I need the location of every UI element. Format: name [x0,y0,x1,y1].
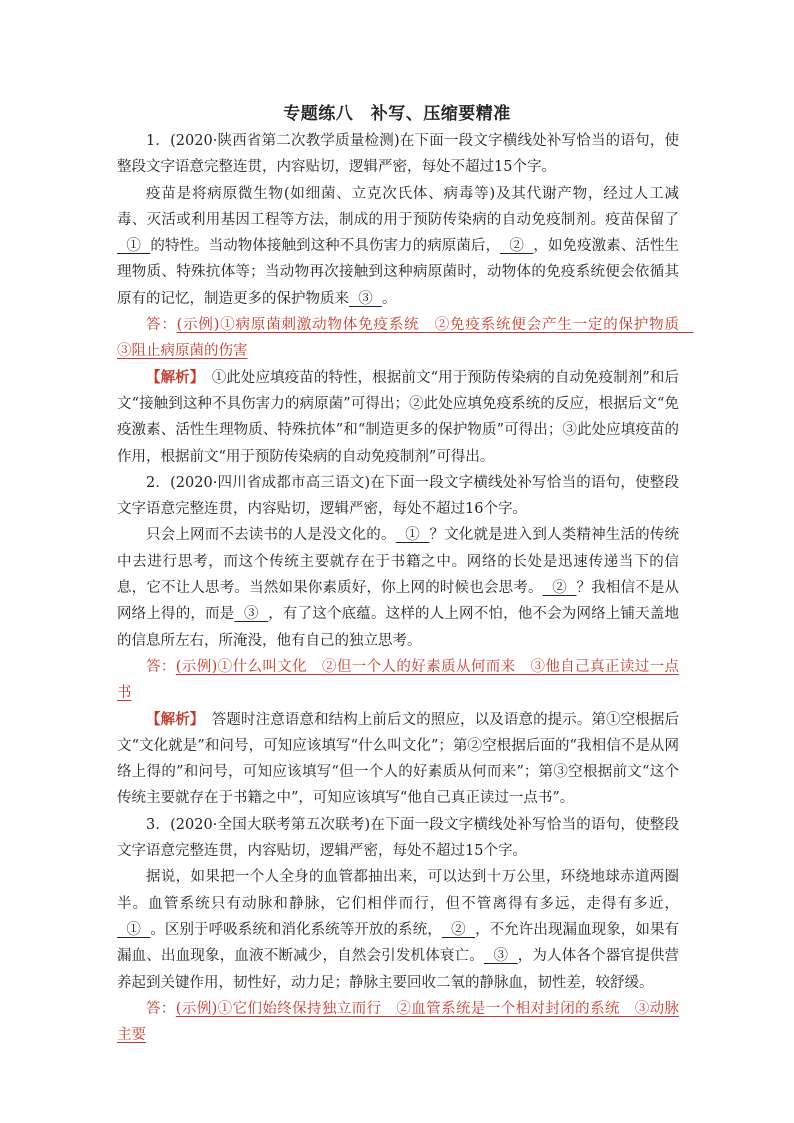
question-3-passage [117,864,679,995]
question-2-analysis [117,707,679,812]
blank-3: ③ [234,606,269,623]
passage-text: 。区别于呼吸系统和消化系统等开放的系统， [150,921,442,938]
passage-text: ，如免疫激素、活性生理物质、特殊抗体等；当动物再次接触到这种病原菌时，动物体的免疫系统便会依循其原有的记忆，制造更多的保护物质来 [117,238,680,307]
analysis-text: ①此处应填疫苗的特性，根据前文“用于预防传染病的自动免疫制剂”和后文“接触到这种不具伤害力的病原菌”可得出；②此处应填免疫系统的反应，根据后文“免疫激素、活性生理物质、特殊抗体”和“制造更多的保护物质”可得出；③此处应填疫苗的作用，根据前文“用于预防传染病的自动免疫制剂”可得出。 [117,369,680,465]
passage-text: ，不允许出现漏血现象，如果有漏血、出血现象，血液不断减少，自然会引发机体衰亡。 [117,921,680,965]
blank-1: ① [117,238,151,255]
passage-text: ，有了这个底蕴。这样的人上网不怕，他不会为网络上铺天盖地的信息所左右，所淹没，他有自己的独立思考。 [117,606,680,649]
blank-2: ② [441,921,476,938]
passage-text: ？我相信不是从网络上得的，而是 [117,580,680,623]
question-1-passage [117,181,679,312]
passage-text: 疫苗是将病原微生物(如细菌、立克次氏体、病毒等)及其代谢产物，经过人工减毒、灭活或利用基因工程等方法，制成的用于预防传染病的自动免疫制剂。疫苗保留了 [117,185,679,228]
answer-text: (示例)①病原菌刺激动物体免疫系统 ②免疫系统便会产生一定的保护物质 ③阻止病原菌的伤害 [117,317,694,360]
blank-1: ① [117,921,151,938]
page-title: 专题练八 补写、压缩要精准 [283,104,511,124]
passage-text: ？文化就是进入到人类精神生活的传统中去进行思考，而这个传统主要就存在于书籍之中。网络的长处是迅速传递当下的信息，它不让人思考。当然如果你素质好，你上网的时候也会思考。 [117,527,680,597]
analysis-label: 【解析】 [146,368,198,386]
answer-text: (示例)①什么叫文化 ②但一个人的好素质从何而来 ③他自己真正读过一点书 [117,658,680,702]
blank-1: ① [395,527,430,544]
blank-2: ② [500,238,534,255]
question-1-analysis [117,365,679,470]
question-2-passage [117,522,679,653]
analysis-label: 【解析】 [146,710,198,728]
passage-text: 据说，如果把一个人全身的血管都抽出来，可以达到十万公里，环绕地球赤道两圈半。血管系统只有动脉和静脉，它们相伴而行，但不管离得有多远，走得有多近， [117,869,679,912]
analysis-text: 答题时注意语意和结构上前后文的照应，以及语意的提示。第①空根据后文“文化就是”和问号，可知应该填写“什么叫文化”；第②空根据后面的“我相信不是从网络上得的”和问号，可知应该填写“但一个人的好素质从何而来”；第③空根据前文“这个传统主要就存在于书籍之中”，可知应该填写“他自己真正读过一点书”。 [117,711,680,807]
passage-text: 只会上网而不去读书的人是没文化的。 [146,527,396,544]
passage-text: ，为人体各个器官提供营养起到关键作用，韧性好，动力足；静脉主要回收二氧的静脉血，韧性差，较舒缓。 [117,948,680,991]
answer-label: 答： [146,1000,176,1017]
document-body [117,128,694,1048]
question-3-stem: 3．(2020·全国大联考第五次联考)在下面一段文字横线处补写恰当的语句，使整段文字语意完整连贯，内容贴切，逻辑严密，每处不超过15个字。 [117,816,679,860]
answer-label: 答： [146,658,176,675]
question-1-answer [117,312,694,365]
blank-2: ② [542,580,577,597]
answer-label: 答： [146,317,177,334]
passage-text: 。 [381,290,397,307]
blank-3: ③ [349,290,382,307]
question-3-answer [117,996,679,1049]
passage-text: 的特性。当动物体接触到这种不具伤害力的病原菌后， [150,238,501,255]
question-2-stem: 2．(2020·四川省成都市高三语文)在下面一段文字横线处补写恰当的语句，使整段文字语意完整连贯，内容贴切，逻辑严密，每处不超过16个字。 [117,474,679,518]
question-2-answer [117,654,679,707]
blank-3: ③ [483,948,518,965]
question-1-stem: 1．(2020·陕西省第二次教学质量检测)在下面一段文字横线处补写恰当的语句，使整段文字语意完整连贯，内容贴切，逻辑严密，每处不超过15个字。 [117,133,679,176]
answer-text: (示例)①它们始终保持独立而行 ②血管系统是一个相对封闭的系统 ③动脉主要 [117,1000,680,1044]
